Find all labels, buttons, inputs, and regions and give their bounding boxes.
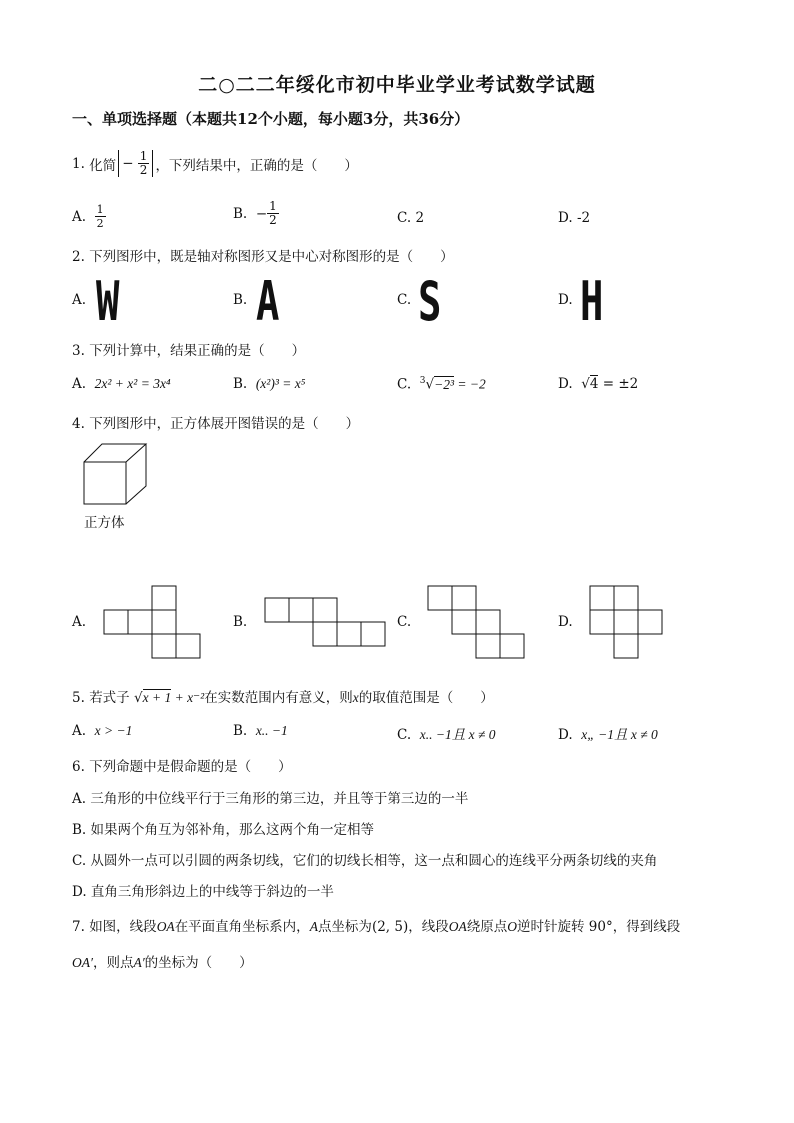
q6-option-a[interactable]: A. 三角形的中位线平行于三角形的第三边，并且等于第三边的一半 <box>72 791 469 807</box>
q3-a-expression: 2x² + x² = 3x⁴ <box>94 376 171 391</box>
q4-number: 4. <box>72 416 85 432</box>
question-6 <box>72 755 292 775</box>
q5-b-expression: x.. −1 <box>255 723 288 738</box>
q4-net-a <box>102 585 202 661</box>
q1-absolute-value <box>118 150 153 177</box>
q4-text: 下列图形中，正方体展开图错误的是（ ） <box>89 416 360 432</box>
question-3 <box>72 339 305 359</box>
question-2 <box>72 245 454 265</box>
q2-option-d-label[interactable]: D. <box>558 292 573 308</box>
q4-option-a-label[interactable]: A. <box>72 614 87 630</box>
option-label: A. <box>72 723 87 739</box>
q2-option-a-label[interactable]: A. <box>72 292 87 308</box>
q5-option-a[interactable] <box>72 723 132 739</box>
q5-option-d[interactable] <box>558 723 658 743</box>
option-label: D. <box>558 727 573 743</box>
q1-abs-sign: − <box>122 155 134 172</box>
q7-text: 逆时针旋转 90°，得到线段 <box>516 919 681 935</box>
q5-radical-sign: √ <box>133 690 143 706</box>
cube-top-face <box>84 444 146 462</box>
q1-option-a[interactable] <box>72 203 106 230</box>
option-label: B. <box>233 376 248 392</box>
q3-d-rest: = ±2 <box>598 376 639 392</box>
q6-number: 6. <box>72 759 85 775</box>
q6-text: 下列命题中是假命题的是（ ） <box>89 759 292 775</box>
q3-b-expression: (x²)³ = x⁵ <box>255 376 306 391</box>
option-label: B. <box>233 205 248 222</box>
q4-net-d <box>588 585 664 661</box>
q5-text: 在实数范围内有意义，则 <box>204 690 353 706</box>
q4-net-c <box>426 585 526 661</box>
q7-text: 点坐标为 <box>317 919 372 935</box>
q6-option-d[interactable]: D. 直角三角形斜边上的中线等于斜边的一半 <box>72 884 334 900</box>
q1-suffix: ，下列结果中，正确的是（ ） <box>155 157 358 174</box>
cube-front-face <box>84 462 126 504</box>
q4-option-b-label[interactable]: B. <box>233 614 248 630</box>
q6-option-c[interactable]: C. 从圆外一点可以引圆的两条切线，它们的切线长相等，这一点和圆心的连线平分两条切线的夹角 <box>72 853 658 869</box>
q1-fraction-numerator: 1 <box>139 149 148 163</box>
q1-option-d[interactable] <box>558 210 590 226</box>
q5-radicand: x + 1 <box>142 690 172 705</box>
option-label: C. <box>397 376 412 393</box>
cube-figure <box>80 440 160 512</box>
section-heading: 一、单项选择题（本题共12个小题，每小题3分，共36分） <box>72 110 470 128</box>
q7-text: ，则点 <box>92 955 134 971</box>
q2-letter-s: S <box>418 270 442 333</box>
q3-c-rest: = −2 <box>454 376 486 392</box>
q2-letter-h: H <box>580 270 604 333</box>
q2-option-b-label[interactable]: B. <box>233 292 248 308</box>
q5-c-expression: x.. −1且 x ≠ 0 <box>419 727 496 742</box>
q1-b-denominator: 2 <box>269 213 277 227</box>
cube-label: 正方体 <box>84 515 125 531</box>
option-label: B. <box>233 723 248 739</box>
q2-letter-w: W <box>96 270 120 333</box>
q3-number: 3. <box>72 343 85 359</box>
q3-text: 下列计算中，结果正确的是（ ） <box>89 343 306 359</box>
q4-option-d-label[interactable]: D. <box>558 614 573 630</box>
q5-d-expression: x„ −1且 x ≠ 0 <box>581 727 658 742</box>
q6-option-b[interactable]: B. 如果两个角互为邻补角，那么这两个角一定相等 <box>72 822 375 838</box>
q1-fraction-denominator: 2 <box>139 163 148 177</box>
question-1 <box>72 150 358 177</box>
q3-d-radical-sign: √ <box>581 376 590 392</box>
q3-d-radicand: 4 <box>589 376 599 392</box>
q3-option-c[interactable] <box>397 376 486 393</box>
q7-coordinate: (2, 5) <box>371 919 409 935</box>
q2-option-c-label[interactable]: C. <box>397 292 412 308</box>
q3-option-b[interactable] <box>233 376 305 392</box>
q7-point-a-prime: A′ <box>133 955 145 970</box>
q7-number: 7. <box>72 919 85 935</box>
q1-a-denominator: 2 <box>96 217 104 230</box>
q2-text: 下列图形中，既是轴对称图形又是中心对称图形的是（ ） <box>89 249 454 265</box>
q3-c-root-index: 3 <box>419 376 426 386</box>
option-label: A. <box>72 208 87 225</box>
q7-text: 的坐标为（ ） <box>144 955 253 971</box>
q7-text: 绕原点 <box>466 919 508 935</box>
question-7-line-1 <box>72 915 680 935</box>
q7-segment-oa-prime: OA′ <box>72 955 93 970</box>
q3-c-radicand: −2³ <box>434 376 454 392</box>
page-title: 二○二二年绥化市初中毕业学业考试数学试题 <box>198 74 596 96</box>
q3-option-d[interactable] <box>558 376 638 392</box>
q3-c-radical-sign: √ <box>425 376 435 393</box>
q4-net-b <box>263 597 387 649</box>
q1-c-value: 2 <box>415 210 425 226</box>
question-7-line-2 <box>72 951 253 971</box>
q1-number: 1. <box>72 155 85 172</box>
q1-b-numerator: 1 <box>269 199 277 213</box>
q7-segment-oa: OA <box>156 919 175 934</box>
q4-option-c-label[interactable]: C. <box>397 614 412 630</box>
option-label: D. <box>558 210 573 226</box>
q1-b-sign: − <box>255 205 268 222</box>
q7-text: ，线段 <box>408 919 449 935</box>
q1-d-value: -2 <box>576 210 591 226</box>
q1-option-b[interactable] <box>233 200 279 227</box>
q7-point-a: A <box>309 919 318 934</box>
q2-number: 2. <box>72 249 85 265</box>
option-label: D. <box>558 376 573 392</box>
q7-segment-oa: OA <box>448 919 467 934</box>
q5-text-end: 的取值范围是（ ） <box>358 690 494 706</box>
q5-variable: x <box>352 690 359 705</box>
q5-a-expression: x > −1 <box>94 723 133 738</box>
q7-text: 如图，线段 <box>89 919 157 935</box>
q5-prefix: 若式子 <box>89 690 130 706</box>
question-5 <box>72 686 494 706</box>
q5-expression-rest: + x⁻² <box>171 690 205 705</box>
option-label: C. <box>397 727 412 743</box>
q1-prefix: 化简 <box>89 157 117 174</box>
q5-option-c[interactable] <box>397 723 496 743</box>
q5-number: 5. <box>72 690 85 706</box>
q7-origin-o: O <box>507 919 517 934</box>
option-label: A. <box>72 376 87 392</box>
q1-a-numerator: 1 <box>96 203 104 216</box>
q5-option-b[interactable] <box>233 723 288 739</box>
q7-text: 在平面直角坐标系内， <box>174 919 310 935</box>
question-4 <box>72 412 359 432</box>
q2-letter-a: A <box>256 270 280 333</box>
q3-option-a[interactable] <box>72 376 171 392</box>
q1-option-c[interactable] <box>397 210 424 226</box>
option-label: C. <box>397 210 412 226</box>
